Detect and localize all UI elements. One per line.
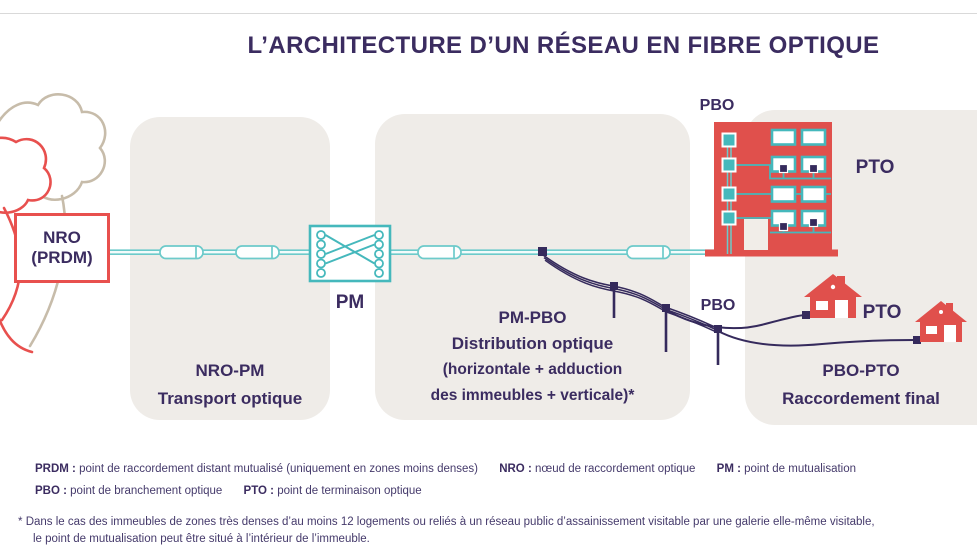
zone3-title: PBO-PTO	[822, 361, 900, 380]
footnote	[18, 514, 968, 548]
zone2-title: PM-PBO	[498, 308, 567, 327]
legend-item-pbo: PBO : point de branchement optique	[35, 485, 223, 497]
legend-item-pm: PM : point de mutualisation	[716, 463, 857, 475]
pbo-pole-label: PBO	[700, 297, 736, 314]
pm-node-icon	[310, 226, 390, 281]
page-title: L’ARCHITECTURE D’UN RÉSEAU EN FIBRE OPTIQUE	[247, 32, 880, 59]
zone1-title: NRO-PM	[195, 361, 265, 380]
house-icon-2	[915, 301, 967, 342]
zone3-caption	[745, 357, 977, 413]
legend-row-1	[35, 458, 965, 480]
building-door	[744, 219, 768, 250]
zone2-detail2: des immeubles + verticale)*	[430, 387, 635, 404]
nro-label: NRO	[43, 227, 81, 247]
building-icon	[705, 122, 838, 257]
zone3-subtitle: Raccordement final	[782, 389, 940, 408]
legend-item-prdm: PRDM : point de raccordement distant mutualisé (uniquement en zones moins denses)	[35, 463, 478, 475]
house-icon-1	[804, 274, 862, 318]
legend	[35, 458, 965, 502]
zone1-subtitle: Transport optique	[157, 389, 303, 408]
prdm-label: (PRDM)	[31, 248, 93, 267]
pto-house-label: PTO	[862, 302, 902, 323]
legend-item-nro: NRO : nœud de raccordement optique	[499, 463, 696, 475]
zone2-caption	[375, 305, 690, 409]
zone2-subtitle: Distribution optique	[451, 334, 614, 353]
legend-item-pto: PTO : point de terminaison optique	[243, 485, 422, 497]
pbo-building-label: PBO	[699, 97, 735, 114]
pm-label: PM	[335, 292, 365, 313]
footnote-line-2: le point de mutualisation peut être situé à l’intérieur de l’immeuble.	[33, 533, 370, 545]
zone1-caption	[130, 357, 330, 413]
zone2-detail1: (horizontale + adduction	[442, 361, 623, 378]
footnote-line-1: * Dans le cas des immeubles de zones très denses d’au moins 12 logements ou reliés à un réseau public d’assainissement visitable par une galerie elle-même visitable,	[18, 516, 875, 528]
footnote-marker: *	[18, 516, 23, 528]
legend-row-2	[35, 480, 965, 502]
pto-building-label: PTO	[855, 157, 895, 178]
nro-node-box	[14, 213, 110, 283]
